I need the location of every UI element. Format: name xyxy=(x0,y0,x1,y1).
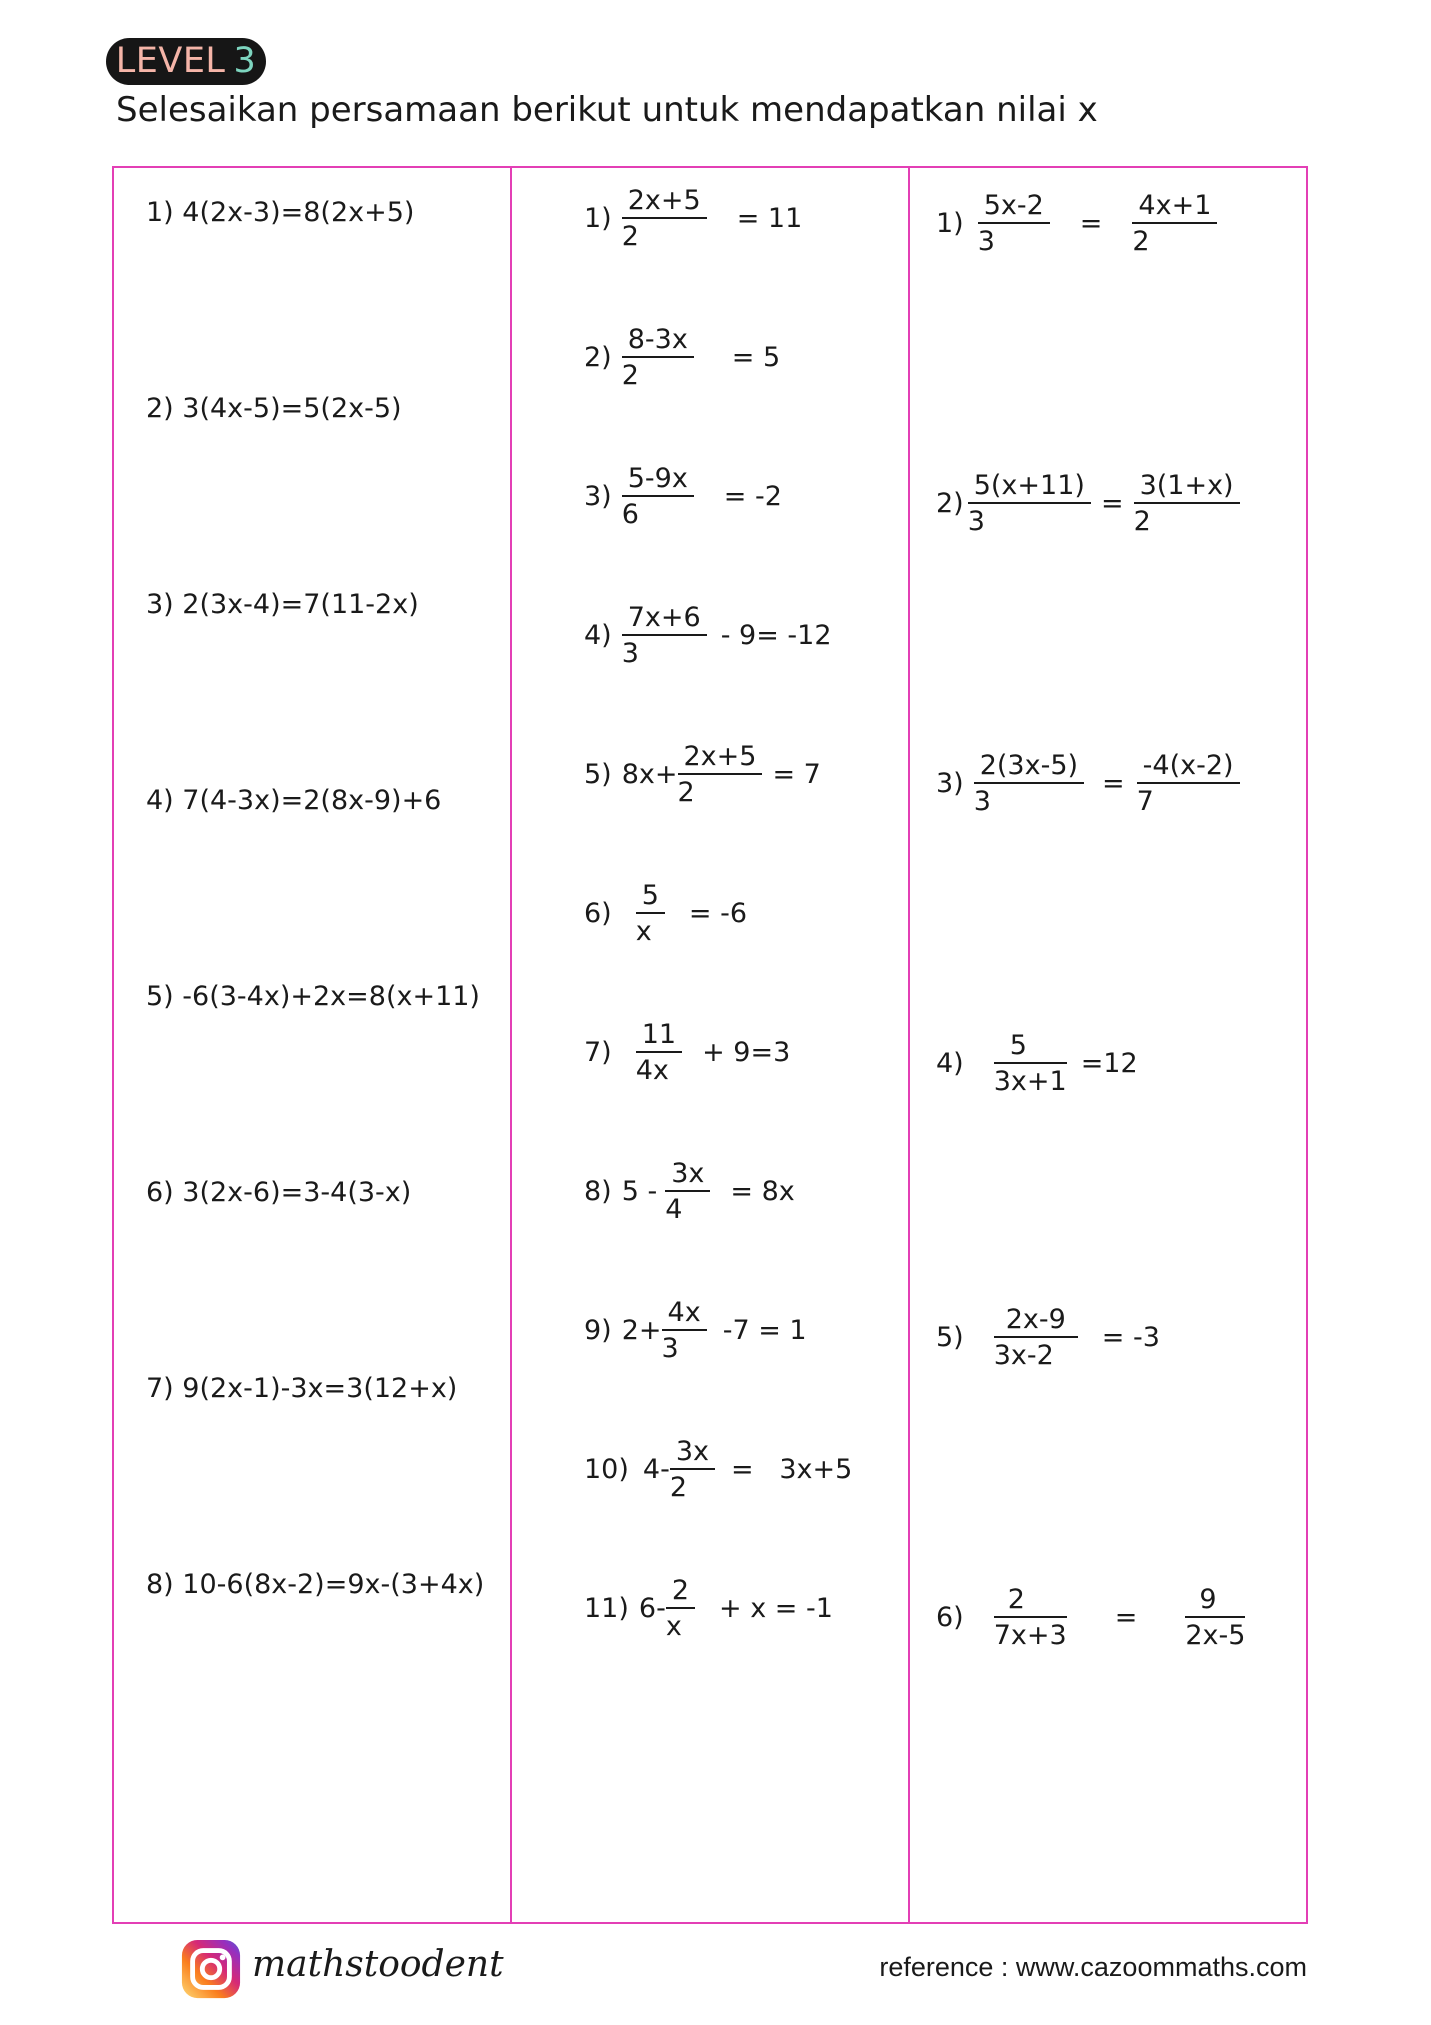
col2-equation xyxy=(584,1431,852,1507)
eq-number: 11) xyxy=(584,1592,629,1624)
col1-equation: 6) 3(2x-6)=3-4(3-x) xyxy=(146,1177,412,1208)
denominator: 3 xyxy=(967,505,985,537)
left-fraction xyxy=(993,1029,1067,1097)
numerator: 2 xyxy=(994,1586,1067,1618)
eq-number: 5) xyxy=(584,758,612,790)
numerator: 5(x+11) xyxy=(968,472,1091,504)
left-fraction xyxy=(993,1583,1067,1651)
instruction-text: Selesaikan persamaan berikut untuk mendapatkan nilai x xyxy=(116,90,1098,130)
col1-equation: 1) 4(2x-3)=8(2x+5) xyxy=(146,197,415,228)
column-divider xyxy=(908,168,910,1922)
eq-number: 8) xyxy=(584,1175,612,1207)
denominator: 4 xyxy=(665,1193,683,1225)
fraction xyxy=(621,601,707,669)
right-fraction xyxy=(1185,1583,1246,1651)
fraction xyxy=(661,1296,707,1364)
col3-equation xyxy=(936,1025,1138,1101)
eq-number: 9) xyxy=(584,1314,612,1346)
numerator: 5-9x xyxy=(622,465,694,497)
fraction xyxy=(621,323,694,391)
denominator: 2 xyxy=(1132,225,1150,257)
eq-number: 1) xyxy=(584,202,612,234)
equals-sign: = xyxy=(1102,767,1125,799)
numerator: 5 xyxy=(636,882,665,914)
numerator: 5x-2 xyxy=(978,192,1050,224)
eq-prefix: 5 - xyxy=(621,1175,658,1207)
eq-rhs: = -3 xyxy=(1101,1321,1160,1353)
numerator: 2x+5 xyxy=(622,187,707,219)
denominator: x xyxy=(635,915,652,947)
col1-equation: 8) 10-6(8x-2)=9x-(3+4x) xyxy=(146,1569,485,1600)
numerator: 5 xyxy=(994,1032,1067,1064)
fraction xyxy=(635,1018,682,1086)
eq-number: 4) xyxy=(936,1047,964,1079)
denominator: 3 xyxy=(977,225,995,257)
level-label: LEVEL xyxy=(115,41,226,81)
col3-equation xyxy=(936,185,1217,261)
numerator: 3x xyxy=(665,1160,710,1192)
numerator: 11 xyxy=(636,1021,682,1053)
col2-equation xyxy=(584,1570,833,1646)
eq-prefix: 2+ xyxy=(621,1314,662,1346)
eq-suffix: = -2 xyxy=(723,480,782,512)
denominator: 7x+3 xyxy=(993,1619,1067,1651)
equals-sign: = xyxy=(1100,487,1124,519)
eq-number: 3) xyxy=(936,767,964,799)
left-fraction xyxy=(977,189,1050,257)
eq-suffix: = 5 xyxy=(731,341,781,373)
col1-equation: 2) 3(4x-5)=5(2x-5) xyxy=(146,393,402,424)
numerator: 2x-9 xyxy=(994,1306,1078,1338)
eq-rhs: =12 xyxy=(1080,1047,1138,1079)
eq-number: 1) xyxy=(936,207,964,239)
col1-equation: 7) 9(2x-1)-3x=3(12+x) xyxy=(146,1373,458,1404)
level-badge xyxy=(106,38,266,85)
denominator: 6 xyxy=(621,498,639,530)
eq-prefix: 8x+ xyxy=(621,758,678,790)
fraction xyxy=(677,740,763,808)
eq-suffix: + x = -1 xyxy=(719,1592,833,1624)
denominator: x xyxy=(665,1610,682,1642)
numerator: 3(1+x) xyxy=(1134,472,1240,504)
eq-number: 2) xyxy=(936,487,964,519)
numerator: 7x+6 xyxy=(622,604,707,636)
eq-suffix: = 3x+5 xyxy=(730,1453,853,1485)
numerator: -4(x-2) xyxy=(1137,752,1240,784)
col3-equation xyxy=(936,1579,1245,1655)
eq-number: 6) xyxy=(936,1601,964,1633)
eq-suffix: -7 = 1 xyxy=(722,1314,807,1346)
fraction xyxy=(669,1435,715,1503)
left-fraction xyxy=(973,749,1084,817)
numerator: 9 xyxy=(1185,1586,1245,1618)
denominator: 4x xyxy=(635,1054,669,1086)
fraction xyxy=(621,184,707,252)
denominator: 3 xyxy=(973,785,991,817)
level-number: 3 xyxy=(233,41,257,81)
fraction xyxy=(635,879,665,947)
eq-prefix: 4- xyxy=(642,1453,670,1485)
denominator: 3x+1 xyxy=(993,1065,1067,1097)
right-fraction xyxy=(1133,469,1240,537)
brand-handle: mathstoodent xyxy=(252,1944,504,1985)
numerator: 8-3x xyxy=(622,326,694,358)
col3-equation xyxy=(936,1299,1160,1375)
column-divider xyxy=(510,168,512,1922)
col2-equation xyxy=(584,458,782,534)
eq-number: 10) xyxy=(584,1453,629,1485)
fraction xyxy=(665,1574,695,1642)
denominator: 2x-5 xyxy=(1185,1619,1246,1651)
eq-suffix: = -6 xyxy=(688,897,748,929)
col2-equation xyxy=(584,1153,795,1229)
eq-number: 5) xyxy=(936,1321,964,1353)
denominator: 3x-2 xyxy=(993,1339,1054,1371)
denominator: 2 xyxy=(669,1471,687,1503)
left-fraction xyxy=(967,469,1091,537)
denominator: 3 xyxy=(621,637,639,669)
eq-suffix: = 8x xyxy=(730,1175,795,1207)
eq-number: 7) xyxy=(584,1036,612,1068)
col2-equation xyxy=(584,875,747,951)
denominator: 7 xyxy=(1136,785,1154,817)
col2-equation xyxy=(584,319,780,395)
eq-suffix: = 7 xyxy=(772,758,821,790)
equals-sign: = xyxy=(1114,1601,1138,1633)
denominator: 3 xyxy=(661,1332,679,1364)
col2-equation xyxy=(584,597,832,673)
instagram-icon[interactable] xyxy=(180,1938,242,2000)
equals-sign: = xyxy=(1079,207,1103,239)
numerator: 2 xyxy=(666,1577,695,1609)
numerator: 3x xyxy=(670,1438,715,1470)
fraction xyxy=(665,1157,710,1225)
eq-number: 3) xyxy=(584,480,612,512)
numerator: 4x+1 xyxy=(1132,192,1217,224)
numerator: 4x xyxy=(662,1299,707,1331)
denominator: 2 xyxy=(677,776,695,808)
col1-equation: 4) 7(4-3x)=2(8x-9)+6 xyxy=(146,785,442,816)
eq-number: 4) xyxy=(584,619,612,651)
col1-equation: 5) -6(3-4x)+2x=8(x+11) xyxy=(146,981,480,1012)
eq-number: 6) xyxy=(584,897,612,929)
eq-suffix: = 11 xyxy=(736,202,803,234)
col2-equation xyxy=(584,736,821,812)
left-fraction xyxy=(993,1303,1078,1371)
denominator: 2 xyxy=(621,220,639,252)
col3-equation xyxy=(936,465,1240,541)
col1-equation: 3) 2(3x-4)=7(11-2x) xyxy=(146,589,419,620)
reference-text: reference : www.cazoommaths.com xyxy=(879,1952,1307,1982)
eq-number: 2) xyxy=(584,341,612,373)
denominator: 2 xyxy=(621,359,639,391)
col2-equation xyxy=(584,1292,807,1368)
denominator: 2 xyxy=(1133,505,1151,537)
col3-equation xyxy=(936,745,1240,821)
numerator: 2(3x-5) xyxy=(974,752,1084,784)
col2-equation xyxy=(584,180,802,256)
eq-suffix: + 9=3 xyxy=(702,1036,791,1068)
fraction xyxy=(621,462,694,530)
right-fraction xyxy=(1132,189,1217,257)
eq-prefix: 6- xyxy=(638,1592,666,1624)
right-fraction xyxy=(1136,749,1240,817)
numerator: 2x+5 xyxy=(678,743,763,775)
col2-equation xyxy=(584,1014,790,1090)
eq-suffix: - 9= -12 xyxy=(720,619,832,651)
